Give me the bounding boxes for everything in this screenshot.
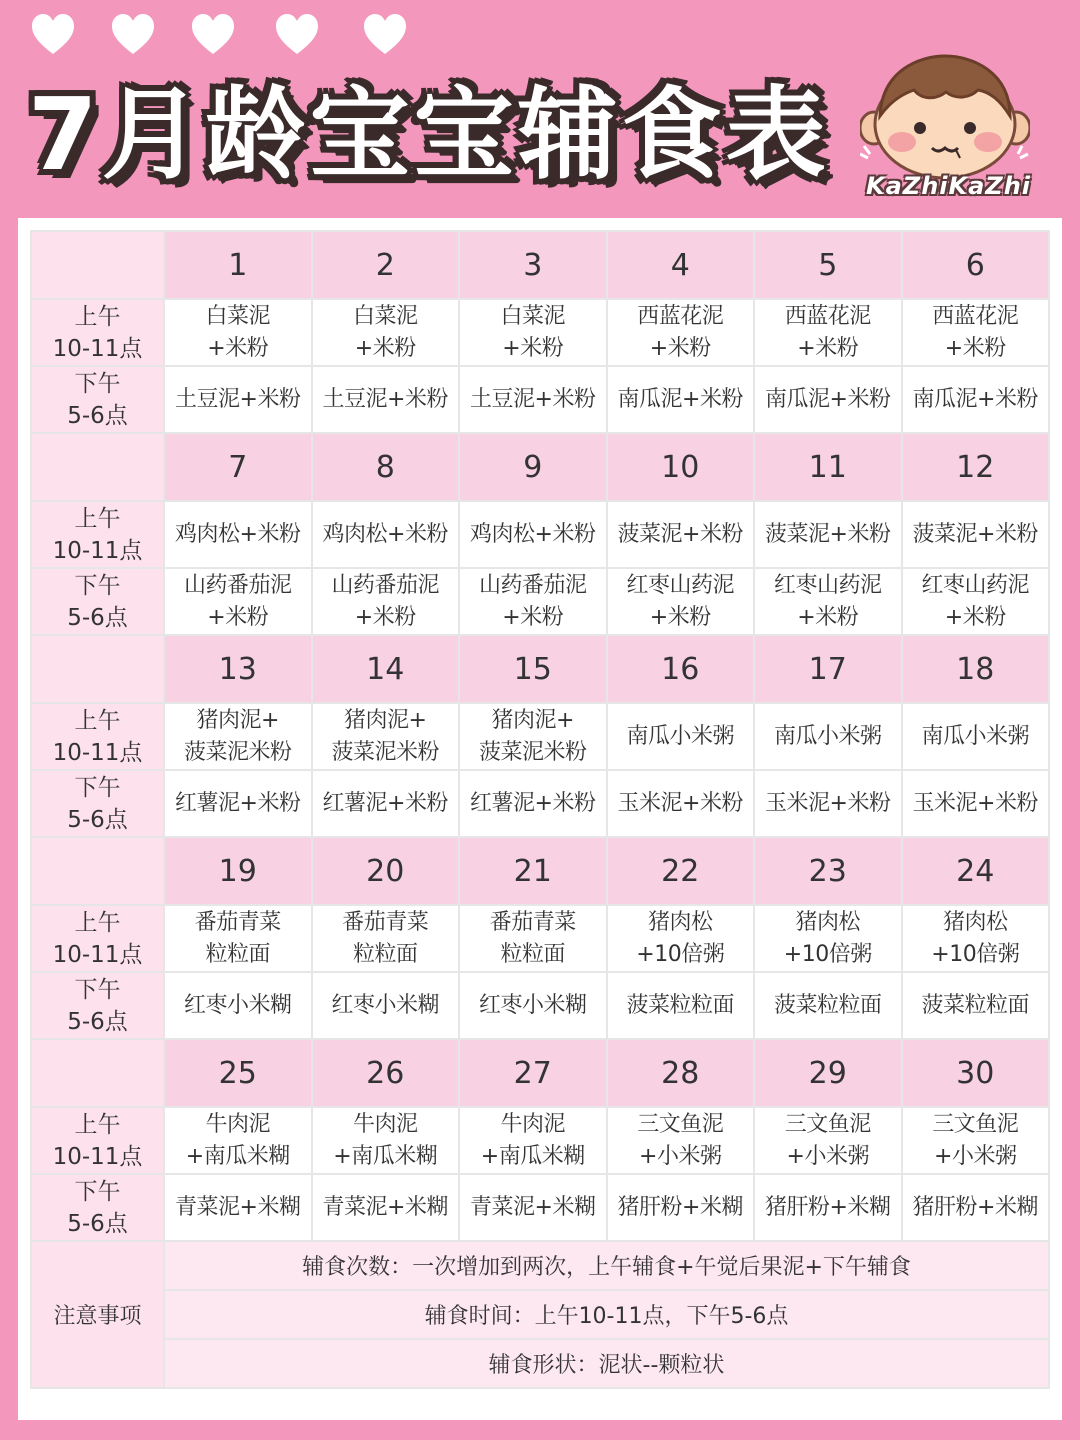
meal-text: 西蓝花泥 [932,303,1019,329]
afternoon-meal-cell [459,770,607,837]
time-label-line: 上午 [74,909,121,936]
corner-cell [31,1039,164,1107]
time-label-line: 上午 [74,1111,121,1138]
morning-meal-cell [902,905,1050,972]
meal-text: 红枣小米糊 [478,992,587,1018]
afternoon-meal-cell [607,972,755,1039]
time-label-line: 10-11点 [52,1143,143,1170]
morning-time-label [31,1107,164,1174]
morning-meal-cell [459,905,607,972]
afternoon-time-label [31,366,164,433]
meal-text: 红枣小米糊 [331,992,439,1018]
meal-text: 土豆泥+米粉 [322,386,448,412]
meal-text: 南瓜泥+米粉 [617,386,743,412]
afternoon-meal-cell [164,770,312,837]
morning-meal-cell [754,1107,902,1174]
meal-text: 南瓜小米粥 [626,723,734,749]
afternoon-meal-cell [902,1174,1050,1241]
meal-text: 玉米泥+米粉 [617,790,743,816]
morning-meal-cell [312,1107,460,1174]
morning-meal-cell [459,1107,607,1174]
afternoon-meal-cell [312,770,460,837]
time-label-line: 5-6点 [67,402,128,429]
meal-text: +米粉 [944,604,1006,630]
afternoon-meal-cell [902,568,1050,635]
heart-icon [190,12,236,56]
afternoon-row [31,366,1049,433]
day-number: 8 [312,433,460,501]
meal-text: 菠菜粒粒面 [773,992,882,1018]
morning-meal-cell [164,1107,312,1174]
morning-time-label [31,905,164,972]
afternoon-meal-cell [754,1174,902,1241]
meal-text: 牛肉泥 [205,1111,270,1137]
meal-text: 番茄青菜 [489,909,576,935]
meal-text: 红薯泥+米粉 [322,790,448,816]
day-number: 11 [754,433,902,501]
meal-text: 三文鱼泥 [784,1111,871,1137]
meal-text: 猪肝粉+米糊 [617,1194,743,1220]
morning-meal-cell [164,905,312,972]
meal-text: 三文鱼泥 [637,1111,724,1137]
meal-text: 番茄青菜 [194,909,281,935]
afternoon-meal-cell [754,366,902,433]
meal-text: 菠菜泥米粉 [478,739,587,765]
meal-text: 牛肉泥 [352,1111,418,1137]
time-label-line: 10-11点 [52,537,143,564]
afternoon-meal-cell [902,770,1050,837]
afternoon-time-label [31,1174,164,1241]
meal-text: 红薯泥+米粉 [175,790,301,816]
meal-text: +米粉 [649,604,711,630]
day-number: 10 [607,433,755,501]
day-number: 24 [902,837,1050,905]
afternoon-meal-cell [312,1174,460,1241]
morning-meal-cell [754,703,902,770]
meal-text: +南瓜米糊 [333,1143,438,1169]
afternoon-meal-cell [459,568,607,635]
meal-text: +米粉 [207,335,269,361]
morning-row [31,905,1049,972]
meal-text: 菠菜粒粒面 [626,992,734,1018]
meal-text: 山药番茄泥 [331,572,439,598]
time-label-line: 下午 [74,976,121,1003]
morning-meal-cell [902,299,1050,366]
morning-meal-cell [607,299,755,366]
meal-text: 猪肉泥+ [491,707,574,733]
note-text: 辅食次数：一次增加到两次，上午辅食+午觉后果泥+下午辅食 [164,1241,1049,1290]
morning-meal-cell [754,501,902,568]
meal-text: +米粉 [944,335,1006,361]
morning-meal-cell [754,299,902,366]
meal-text: 鸡肉松+米粉 [175,521,301,547]
morning-meal-cell [312,703,460,770]
meal-text: 青菜泥+米糊 [470,1194,596,1220]
notes-row [31,1339,1049,1388]
mascot-face-icon [860,50,1030,180]
morning-row [31,1107,1049,1174]
day-number: 28 [607,1039,755,1107]
afternoon-meal-cell [902,366,1050,433]
afternoon-time-label [31,770,164,837]
meal-text: 猪肝粉+米糊 [912,1194,1038,1220]
meal-text: 土豆泥+米粉 [175,386,301,412]
meal-text: +米粉 [354,604,416,630]
meal-text: +小米粥 [934,1143,1017,1169]
morning-meal-cell [312,905,460,972]
time-label-line: 下午 [74,1178,121,1205]
day-number: 9 [459,433,607,501]
time-label-line: 10-11点 [52,941,143,968]
day-header-row [31,433,1049,501]
time-label-line: 上午 [74,303,121,330]
meal-text: +10倍粥 [636,941,725,967]
meal-text: 玉米泥+米粉 [765,790,891,816]
afternoon-row [31,770,1049,837]
day-number: 7 [164,433,312,501]
brand-label: KaZhiKaZhi [866,172,1032,200]
note-text: 辅食形状：泥状--颗粒状 [164,1339,1049,1388]
afternoon-row [31,1174,1049,1241]
meal-text: +米粉 [797,335,859,361]
afternoon-time-label [31,568,164,635]
note-text: 辅食时间：上午10-11点，下午5-6点 [164,1290,1049,1339]
day-number: 27 [459,1039,607,1107]
meal-text: +南瓜米糊 [185,1143,290,1169]
meal-text: 山药番茄泥 [478,572,587,598]
meal-text: 西蓝花泥 [637,303,724,329]
meal-text: 菠菜泥米粉 [331,739,439,765]
meal-text: 粒粒面 [205,941,270,967]
meal-plan-panel [18,218,1062,1420]
meal-text: 牛肉泥 [500,1111,565,1137]
day-number: 15 [459,635,607,703]
time-label-line: 5-6点 [67,604,128,631]
afternoon-time-label [31,972,164,1039]
day-number: 22 [607,837,755,905]
time-label-line: 5-6点 [67,806,128,833]
morning-meal-cell [164,299,312,366]
afternoon-meal-cell [459,1174,607,1241]
meal-text: +小米粥 [639,1143,722,1169]
meal-text: 鸡肉松+米粉 [470,521,596,547]
afternoon-meal-cell [164,568,312,635]
afternoon-meal-cell [754,972,902,1039]
morning-meal-cell [607,703,755,770]
afternoon-meal-cell [312,568,460,635]
day-number: 21 [459,837,607,905]
afternoon-meal-cell [459,972,607,1039]
heart-icon [30,12,76,56]
afternoon-meal-cell [312,366,460,433]
morning-meal-cell [902,501,1050,568]
meal-text: 番茄青菜 [342,909,429,935]
afternoon-meal-cell [607,568,755,635]
afternoon-row [31,972,1049,1039]
meal-text: 南瓜小米粥 [773,723,882,749]
day-number: 6 [902,231,1050,299]
corner-cell [31,231,164,299]
day-number: 18 [902,635,1050,703]
day-number: 16 [607,635,755,703]
meal-text: +米粉 [797,604,859,630]
corner-cell [31,433,164,501]
meal-text: 猪肉泥+ [344,707,427,733]
hearts-decoration [30,12,430,62]
heart-icon [110,12,156,56]
meal-text: 南瓜泥+米粉 [912,386,1038,412]
day-number: 3 [459,231,607,299]
afternoon-meal-cell [607,770,755,837]
notes-label: 注意事项 [31,1241,164,1388]
morning-meal-cell [164,501,312,568]
meal-text: 猪肉松 [647,909,713,935]
time-label-line: 下午 [74,370,121,397]
morning-meal-cell [607,1107,755,1174]
morning-meal-cell [902,703,1050,770]
afternoon-meal-cell [312,972,460,1039]
meal-text: 猪肉泥+ [196,707,279,733]
notes-row [31,1290,1049,1339]
meal-text: +米粉 [502,604,564,630]
meal-text: 红枣小米糊 [183,992,292,1018]
meal-text: 南瓜泥+米粉 [765,386,891,412]
meal-text: 白菜泥 [205,303,270,329]
meal-text: +米粉 [354,335,416,361]
day-number: 14 [312,635,460,703]
meal-text: +10倍粥 [931,941,1020,967]
morning-meal-cell [754,905,902,972]
heart-icon [274,12,320,56]
morning-time-label [31,703,164,770]
day-header-row [31,635,1049,703]
time-label-line: 5-6点 [67,1210,128,1237]
page-title: 7月龄宝宝辅食表 [28,76,830,193]
morning-meal-cell [312,501,460,568]
meal-text: 菠菜泥+米粉 [617,521,743,547]
meal-text: 红薯泥+米粉 [470,790,596,816]
meal-text: 红枣山药泥 [921,572,1029,598]
morning-meal-cell [312,299,460,366]
corner-cell [31,635,164,703]
meal-text: +米粉 [502,335,564,361]
morning-meal-cell [164,703,312,770]
day-number: 23 [754,837,902,905]
morning-row [31,703,1049,770]
day-number: 26 [312,1039,460,1107]
day-number: 19 [164,837,312,905]
meal-text: +南瓜米糊 [480,1143,585,1169]
meal-text: +10倍粥 [783,941,872,967]
meal-text: 红枣山药泥 [626,572,734,598]
afternoon-meal-cell [607,366,755,433]
morning-meal-cell [459,501,607,568]
day-number: 2 [312,231,460,299]
meal-text: 土豆泥+米粉 [470,386,596,412]
time-label-line: 10-11点 [52,335,143,362]
meal-text: 青菜泥+米糊 [322,1194,448,1220]
afternoon-meal-cell [902,972,1050,1039]
afternoon-meal-cell [459,366,607,433]
morning-meal-cell [607,501,755,568]
morning-row [31,501,1049,568]
day-number: 5 [754,231,902,299]
meal-text: 山药番茄泥 [183,572,292,598]
meal-text: 红枣山药泥 [773,572,882,598]
day-number: 4 [607,231,755,299]
meal-text: +小米粥 [786,1143,869,1169]
day-header-row [31,837,1049,905]
meal-text: 猪肉松 [942,909,1008,935]
meal-text: 西蓝花泥 [784,303,871,329]
day-number: 12 [902,433,1050,501]
meal-text: +米粉 [207,604,269,630]
afternoon-meal-cell [754,568,902,635]
meal-text: 粒粒面 [352,941,418,967]
afternoon-meal-cell [607,1174,755,1241]
meal-text: 粒粒面 [500,941,565,967]
afternoon-meal-cell [164,1174,312,1241]
time-label-line: 上午 [74,505,121,532]
morning-meal-cell [459,703,607,770]
meal-text: 白菜泥 [500,303,565,329]
day-number: 20 [312,837,460,905]
time-label-line: 下午 [74,572,121,599]
meal-text: +米粉 [649,335,711,361]
morning-time-label [31,299,164,366]
meal-text: 猪肉松 [795,909,860,935]
time-label-line: 上午 [74,707,121,734]
morning-meal-cell [607,905,755,972]
meal-plan-table [30,230,1050,1389]
day-number: 30 [902,1039,1050,1107]
day-number: 13 [164,635,312,703]
day-number: 1 [164,231,312,299]
meal-text: 白菜泥 [352,303,418,329]
morning-meal-cell [902,1107,1050,1174]
meal-text: 鸡肉松+米粉 [322,521,448,547]
meal-text: 菠菜泥米粉 [183,739,292,765]
meal-text: 青菜泥+米糊 [175,1194,301,1220]
afternoon-meal-cell [164,972,312,1039]
day-number: 29 [754,1039,902,1107]
day-header-row [31,1039,1049,1107]
time-label-line: 5-6点 [67,1008,128,1035]
heart-icon [362,12,408,56]
notes-row [31,1241,1049,1290]
morning-meal-cell [459,299,607,366]
meal-text: 南瓜小米粥 [921,723,1029,749]
meal-text: 菠菜泥+米粉 [765,521,891,547]
day-header-row [31,231,1049,299]
afternoon-row [31,568,1049,635]
meal-text: 玉米泥+米粉 [912,790,1038,816]
meal-text: 菠菜粒粒面 [921,992,1029,1018]
time-label-line: 下午 [74,774,121,801]
meal-text: 菠菜泥+米粉 [912,521,1038,547]
time-label-line: 10-11点 [52,739,143,766]
corner-cell [31,837,164,905]
day-number: 25 [164,1039,312,1107]
day-number: 17 [754,635,902,703]
meal-text: 猪肝粉+米糊 [765,1194,891,1220]
morning-row [31,299,1049,366]
meal-text: 三文鱼泥 [932,1111,1019,1137]
afternoon-meal-cell [754,770,902,837]
afternoon-meal-cell [164,366,312,433]
morning-time-label [31,501,164,568]
